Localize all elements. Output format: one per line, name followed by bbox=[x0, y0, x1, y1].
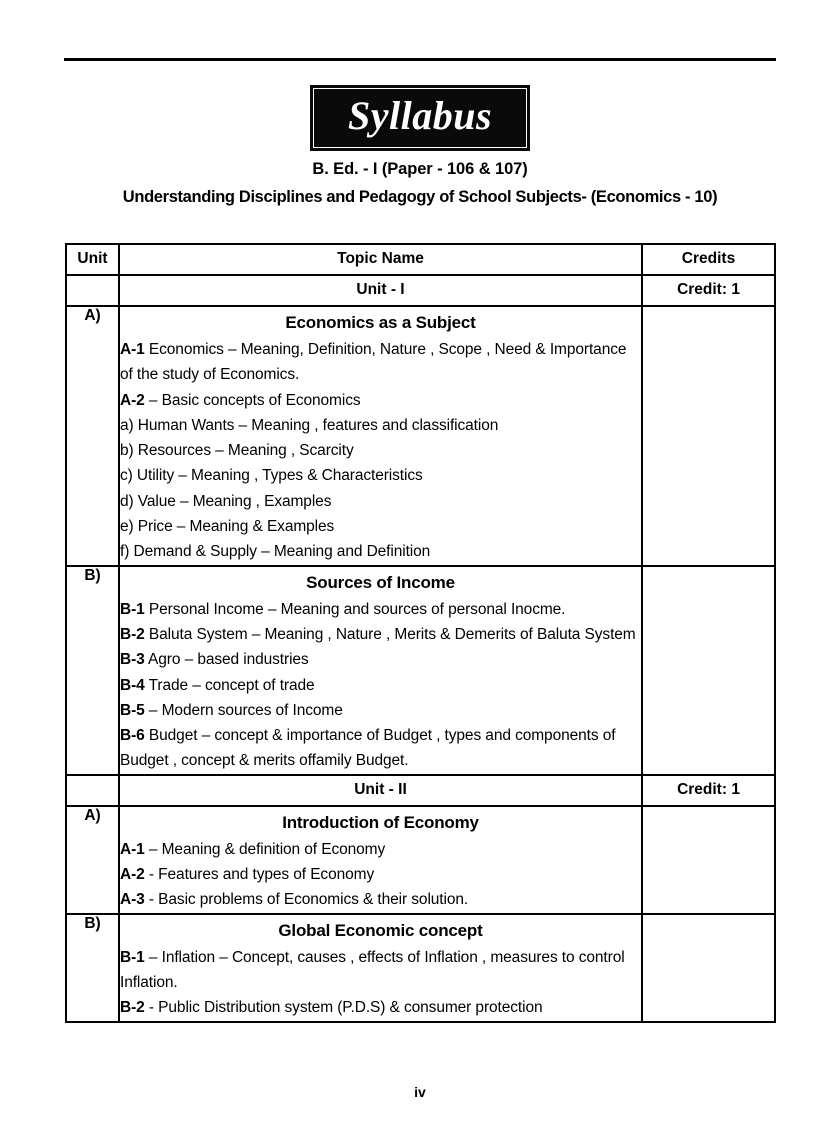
topic-line-label: B-2 bbox=[120, 625, 145, 643]
subject-title: Understanding Disciplines and Pedagogy of School Subjects- (Economics - 10) bbox=[122, 188, 718, 206]
unit-credit-cell: Credit: 1 bbox=[642, 775, 775, 806]
topic-line bbox=[120, 337, 641, 388]
topic-line bbox=[120, 945, 641, 996]
topic-line-text: d) Value – Meaning , Examples bbox=[120, 492, 332, 510]
unit-header-blank-cell bbox=[66, 275, 119, 306]
topic-line bbox=[120, 622, 641, 647]
topic-line-label: B-1 bbox=[120, 948, 145, 966]
section-letter-cell: B) bbox=[66, 566, 119, 775]
topic-line-label: A-1 bbox=[120, 840, 145, 858]
topic-line bbox=[120, 489, 641, 514]
topic-line bbox=[120, 837, 641, 862]
topic-line-text: Agro – based industries bbox=[144, 651, 309, 669]
topic-line-text: Budget – concept & importance of Budget , types and components of Budget , concept & merits offamily Budget. bbox=[120, 727, 620, 770]
topic-line-label: B-1 bbox=[120, 600, 145, 618]
page-number: iv bbox=[414, 1084, 426, 1100]
topic-line-text: c) Utility – Meaning , Types & Characteristics bbox=[120, 467, 423, 485]
section-letter-cell: A) bbox=[66, 306, 119, 566]
section-title: Global Economic concept bbox=[278, 920, 483, 940]
topic-line bbox=[120, 438, 641, 463]
section-title: Introduction of Economy bbox=[282, 812, 479, 832]
topic-line bbox=[120, 539, 641, 564]
topic-line-label: A-2 bbox=[120, 391, 145, 409]
topic-line-label: B-5 bbox=[120, 701, 145, 719]
topic-line bbox=[120, 597, 641, 622]
topic-line-label: B-4 bbox=[120, 676, 145, 694]
section-row bbox=[66, 566, 775, 775]
topic-line-text: - Features and types of Economy bbox=[144, 866, 375, 884]
page-headings bbox=[0, 160, 840, 207]
syllabus-table bbox=[65, 243, 776, 1023]
topic-line bbox=[120, 514, 641, 539]
topic-line-text: b) Resources – Meaning , Scarcity bbox=[120, 442, 354, 460]
section-topic-cell bbox=[119, 806, 642, 914]
unit-label-cell: Unit - II bbox=[119, 775, 642, 806]
section-topic-cell bbox=[119, 914, 642, 1022]
header-cell-topic: Topic Name bbox=[119, 244, 642, 275]
section-credits-cell bbox=[642, 914, 775, 1022]
section-letter-cell: A) bbox=[66, 806, 119, 914]
topic-line-text: – Basic concepts of Economics bbox=[144, 391, 361, 409]
course-title: B. Ed. - I (Paper - 106 & 107) bbox=[312, 160, 528, 178]
unit-header-row bbox=[66, 775, 775, 806]
topic-line bbox=[120, 698, 641, 723]
header-rule bbox=[64, 58, 776, 61]
topic-line bbox=[120, 647, 641, 672]
topic-line bbox=[120, 388, 641, 413]
topic-line-text: e) Price – Meaning & Examples bbox=[120, 518, 335, 536]
topic-line-text: Baluta System – Meaning , Nature , Merits & Demerits of Baluta System bbox=[144, 625, 636, 643]
topic-line-text: Trade – concept of trade bbox=[144, 676, 315, 694]
logo-inner-border bbox=[313, 88, 527, 148]
header-cell-unit: Unit bbox=[66, 244, 119, 275]
topic-line-text: Personal Income – Meaning and sources of personal Inocme. bbox=[144, 600, 566, 618]
topic-line-text: - Public Distribution system (P.D.S) & consumer protection bbox=[144, 999, 543, 1017]
header-cell-credits: Credits bbox=[642, 244, 775, 275]
topic-line-label: A-1 bbox=[120, 341, 145, 358]
topic-line-text: – Meaning & definition of Economy bbox=[144, 840, 386, 858]
section-row bbox=[66, 806, 775, 914]
topic-line bbox=[120, 673, 641, 698]
topic-line-text: a) Human Wants – Meaning , features and classification bbox=[120, 416, 499, 434]
section-topic-cell bbox=[119, 566, 642, 775]
section-credits-cell bbox=[642, 806, 775, 914]
topic-line-text: – Modern sources of Income bbox=[144, 701, 343, 719]
topic-line-text: f) Demand & Supply – Meaning and Definition bbox=[120, 543, 431, 561]
unit-label-cell: Unit - I bbox=[119, 275, 642, 306]
topic-line bbox=[120, 463, 641, 488]
topic-line-text: Economics – Meaning, Definition, Nature , Scope , Need & Importance of the study of Economics. bbox=[120, 341, 631, 384]
topic-line bbox=[120, 862, 641, 887]
section-title: Sources of Income bbox=[306, 572, 455, 592]
unit-header-row bbox=[66, 275, 775, 306]
topic-line bbox=[120, 887, 641, 912]
topic-line-label: B-6 bbox=[120, 727, 145, 745]
topic-line bbox=[120, 995, 641, 1020]
section-row bbox=[66, 306, 775, 566]
topic-line-text: - Basic problems of Economics & their solution. bbox=[144, 891, 469, 909]
topic-line bbox=[120, 413, 641, 438]
topic-line-label: A-3 bbox=[120, 891, 145, 909]
topic-line-label: B-3 bbox=[120, 651, 145, 669]
topic-line-text: – Inflation – Concept, causes , effects of Inflation , measures to control Inflation. bbox=[120, 948, 629, 991]
section-credits-cell bbox=[642, 306, 775, 566]
logo-text: Syllabus bbox=[347, 93, 493, 138]
topic-line-label: A-2 bbox=[120, 866, 145, 884]
table-header-row bbox=[66, 244, 775, 275]
logo-plate bbox=[310, 85, 530, 151]
unit-header-blank-cell bbox=[66, 775, 119, 806]
syllabus-logo bbox=[0, 85, 840, 151]
topic-line-label: B-2 bbox=[120, 999, 145, 1017]
topic-line bbox=[120, 723, 641, 774]
section-topic-cell bbox=[119, 306, 642, 566]
section-title: Economics as a Subject bbox=[285, 313, 476, 332]
section-letter-cell: B) bbox=[66, 914, 119, 1022]
section-credits-cell bbox=[642, 566, 775, 775]
unit-credit-cell: Credit: 1 bbox=[642, 275, 775, 306]
section-row bbox=[66, 914, 775, 1022]
